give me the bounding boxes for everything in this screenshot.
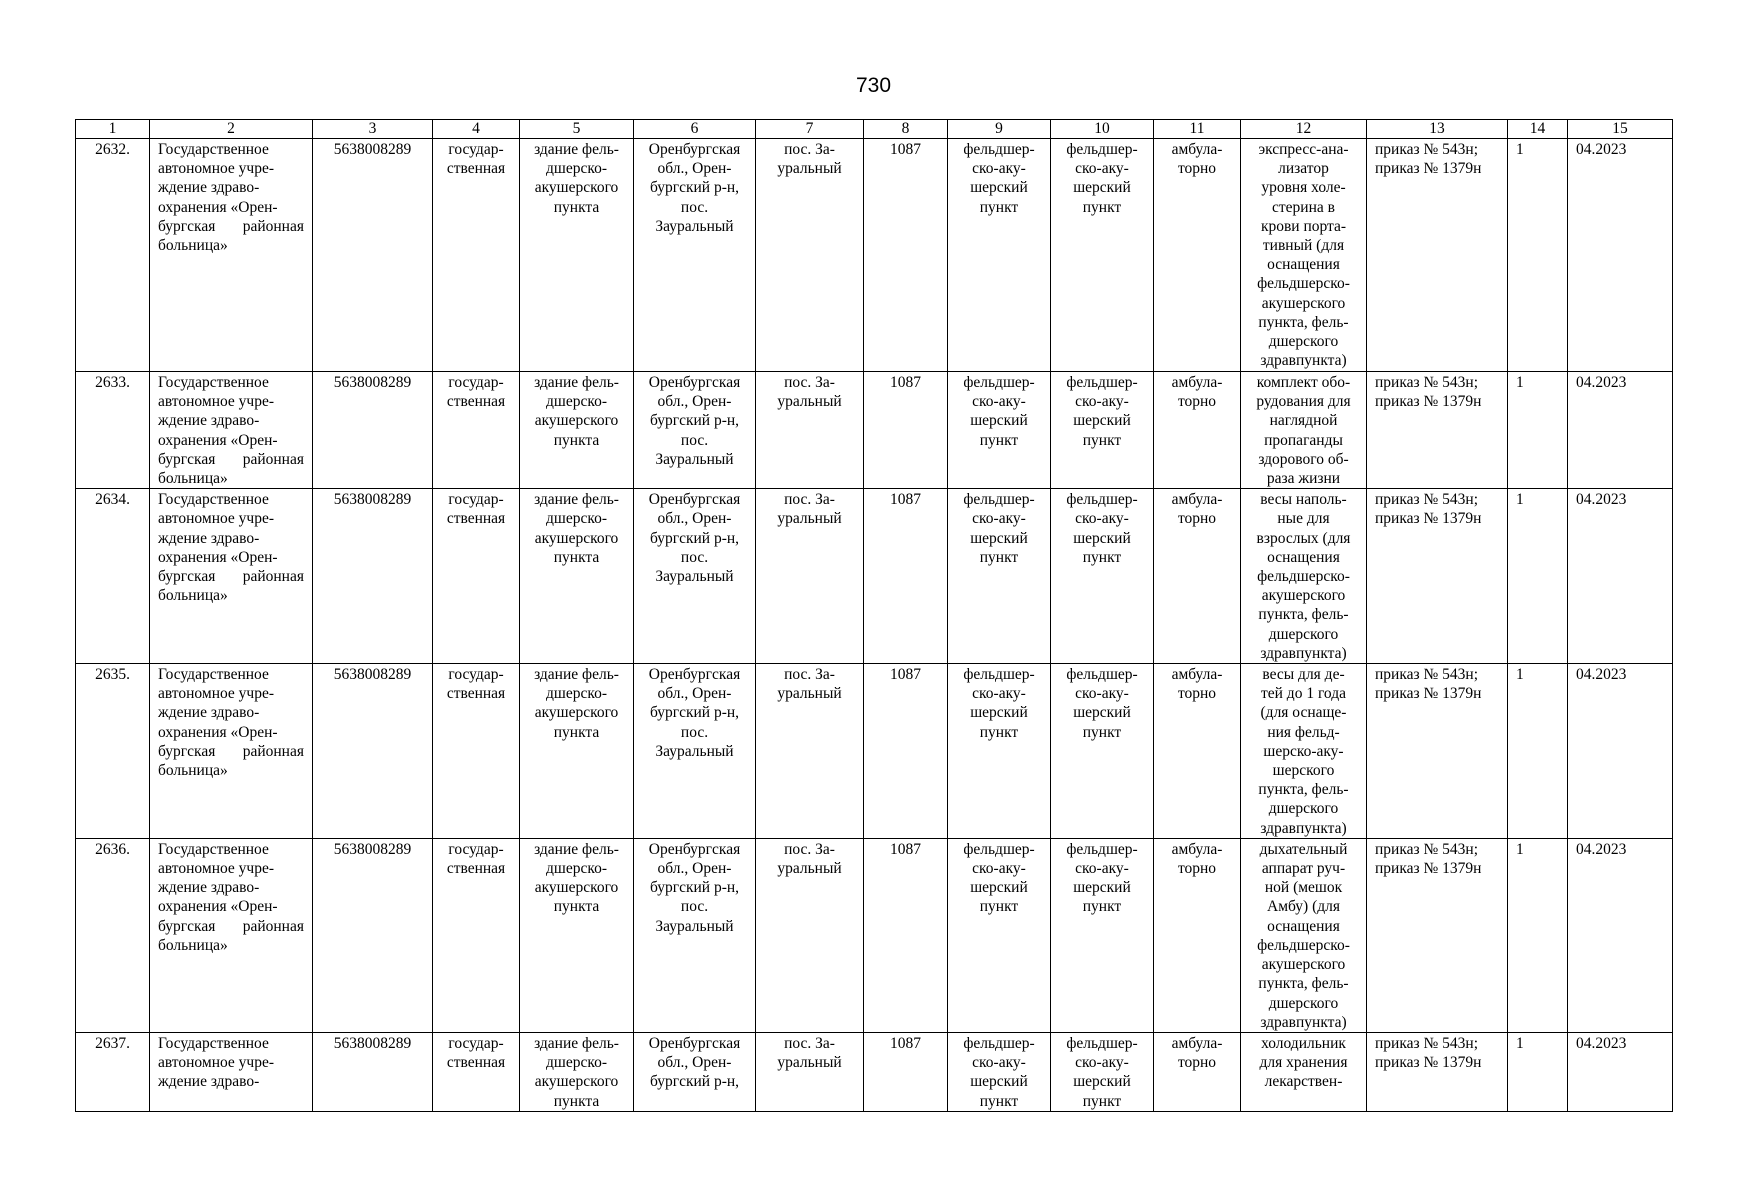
code: 1087 xyxy=(864,838,948,1032)
order-reference: приказ № 543н; приказ № 1379н xyxy=(1367,139,1508,372)
subunit: фельдшер- ско-аку- шерский пункт xyxy=(1051,139,1154,372)
column-header: 14 xyxy=(1508,120,1568,139)
column-header: 3 xyxy=(313,120,433,139)
locality: пос. За- уральный xyxy=(756,1032,864,1111)
ownership-type: государ- ственная xyxy=(433,372,520,489)
ownership-type: государ- ственная xyxy=(433,664,520,839)
column-header: 8 xyxy=(864,120,948,139)
code: 1087 xyxy=(864,139,948,372)
care-type: амбула- торно xyxy=(1154,489,1241,664)
building-type: здание фель- дшерско- акушерского пункта xyxy=(520,664,634,839)
equipment: весы наполь- ные для взрослых (для оснащения фельдшерско- акушерского пункта, фель- дшерского здравпункта) xyxy=(1241,489,1367,664)
date: 04.2023 xyxy=(1568,838,1673,1032)
subunit: фельдшер- ско-аку- шерский пункт xyxy=(1051,664,1154,839)
date: 04.2023 xyxy=(1568,489,1673,664)
equipment: дыхательный аппарат руч- ной (мешок Амбу) (для оснащения фельдшерско- акушерского пункта, фель- дшерского здравпункта) xyxy=(1241,838,1367,1032)
care-type: амбула- торно xyxy=(1154,1032,1241,1111)
inn-code: 5638008289 xyxy=(313,489,433,664)
address: Оренбургская обл., Орен- бургский р-н, пос. Зауральный xyxy=(634,372,756,489)
building-type: здание фель- дшерско- акушерского пункта xyxy=(520,1032,634,1111)
subunit: фельдшер- ско-аку- шерский пункт xyxy=(1051,372,1154,489)
ownership-type: государ- ственная xyxy=(433,1032,520,1111)
date: 04.2023 xyxy=(1568,372,1673,489)
registry-table xyxy=(75,119,1673,1112)
column-header: 10 xyxy=(1051,120,1154,139)
header-row xyxy=(76,120,1673,139)
column-header: 7 xyxy=(756,120,864,139)
inn-code: 5638008289 xyxy=(313,1032,433,1111)
locality: пос. За- уральный xyxy=(756,139,864,372)
row-number: 2635. xyxy=(76,664,150,839)
table-row xyxy=(76,489,1673,664)
building-type: здание фель- дшерско- акушерского пункта xyxy=(520,139,634,372)
table-row xyxy=(76,838,1673,1032)
equipment: холодильник для хранения лекарствен- xyxy=(1241,1032,1367,1111)
equipment: экспресс-ана- лизатор уровня холе- стерина в крови порта- тивный (для оснащения фельдшерско- акушерского пункта, фель- дшерского здравпункта) xyxy=(1241,139,1367,372)
building-type: здание фель- дшерско- акушерского пункта xyxy=(520,838,634,1032)
unit: фельдшер- ско-аку- шерский пункт xyxy=(948,372,1051,489)
care-type: амбула- торно xyxy=(1154,139,1241,372)
row-number: 2634. xyxy=(76,489,150,664)
column-header: 9 xyxy=(948,120,1051,139)
building-type: здание фель- дшерско- акушерского пункта xyxy=(520,372,634,489)
row-number: 2632. xyxy=(76,139,150,372)
care-type: амбула- торно xyxy=(1154,372,1241,489)
code: 1087 xyxy=(864,1032,948,1111)
column-header: 5 xyxy=(520,120,634,139)
organization-name: Государственное автономное учре- ждение здраво- охранения «Орен- бургская районная больница» xyxy=(150,838,313,1032)
address: Оренбургская обл., Орен- бургский р-н, пос. Зауральный xyxy=(634,489,756,664)
subunit: фельдшер- ско-аку- шерский пункт xyxy=(1051,838,1154,1032)
page-number: 730 xyxy=(855,74,892,97)
code: 1087 xyxy=(864,664,948,839)
ownership-type: государ- ственная xyxy=(433,489,520,664)
quantity: 1 xyxy=(1508,489,1568,664)
inn-code: 5638008289 xyxy=(313,838,433,1032)
table-row xyxy=(76,1032,1673,1111)
organization-name: Государственное автономное учре- ждение здраво- охранения «Орен- бургская районная больница» xyxy=(150,139,313,372)
organization-name: Государственное автономное учре- ждение здраво- охранения «Орен- бургская районная больница» xyxy=(150,372,313,489)
address: Оренбургская обл., Орен- бургский р-н, пос. Зауральный xyxy=(634,664,756,839)
unit: фельдшер- ско-аку- шерский пункт xyxy=(948,838,1051,1032)
equipment: весы для де- тей до 1 года (для оснаще- ния фельд- шерско-аку- шерского пункта, фель- дшерского здравпункта) xyxy=(1241,664,1367,839)
unit: фельдшер- ско-аку- шерский пункт xyxy=(948,489,1051,664)
locality: пос. За- уральный xyxy=(756,372,864,489)
table-row xyxy=(76,664,1673,839)
quantity: 1 xyxy=(1508,664,1568,839)
quantity: 1 xyxy=(1508,372,1568,489)
subunit: фельдшер- ско-аку- шерский пункт xyxy=(1051,1032,1154,1111)
locality: пос. За- уральный xyxy=(756,838,864,1032)
quantity: 1 xyxy=(1508,139,1568,372)
ownership-type: государ- ственная xyxy=(433,139,520,372)
inn-code: 5638008289 xyxy=(313,139,433,372)
date: 04.2023 xyxy=(1568,139,1673,372)
order-reference: приказ № 543н; приказ № 1379н xyxy=(1367,372,1508,489)
inn-code: 5638008289 xyxy=(313,372,433,489)
organization-name: Государственное автономное учре- ждение здраво- охранения «Орен- бургская районная больница» xyxy=(150,664,313,839)
unit: фельдшер- ско-аку- шерский пункт xyxy=(948,1032,1051,1111)
table-row xyxy=(76,139,1673,372)
row-number: 2633. xyxy=(76,372,150,489)
order-reference: приказ № 543н; приказ № 1379н xyxy=(1367,1032,1508,1111)
address: Оренбургская обл., Орен- бургский р-н, xyxy=(634,1032,756,1111)
care-type: амбула- торно xyxy=(1154,838,1241,1032)
row-number: 2637. xyxy=(76,1032,150,1111)
equipment: комплект обо- рудования для наглядной пропаганды здорового об- раза жизни xyxy=(1241,372,1367,489)
table-row xyxy=(76,372,1673,489)
column-header: 12 xyxy=(1241,120,1367,139)
column-header: 6 xyxy=(634,120,756,139)
subunit: фельдшер- ско-аку- шерский пункт xyxy=(1051,489,1154,664)
column-header: 2 xyxy=(150,120,313,139)
order-reference: приказ № 543н; приказ № 1379н xyxy=(1367,489,1508,664)
date: 04.2023 xyxy=(1568,664,1673,839)
organization-name: Государственное автономное учре- ждение здраво- xyxy=(150,1032,313,1111)
unit: фельдшер- ско-аку- шерский пункт xyxy=(948,664,1051,839)
building-type: здание фель- дшерско- акушерского пункта xyxy=(520,489,634,664)
order-reference: приказ № 543н; приказ № 1379н xyxy=(1367,838,1508,1032)
column-header: 4 xyxy=(433,120,520,139)
quantity: 1 xyxy=(1508,838,1568,1032)
code: 1087 xyxy=(864,489,948,664)
care-type: амбула- торно xyxy=(1154,664,1241,839)
unit: фельдшер- ско-аку- шерский пункт xyxy=(948,139,1051,372)
ownership-type: государ- ственная xyxy=(433,838,520,1032)
organization-name: Государственное автономное учре- ждение здраво- охранения «Орен- бургская районная больница» xyxy=(150,489,313,664)
locality: пос. За- уральный xyxy=(756,664,864,839)
address: Оренбургская обл., Орен- бургский р-н, пос. Зауральный xyxy=(634,838,756,1032)
column-header: 15 xyxy=(1568,120,1673,139)
address: Оренбургская обл., Орен- бургский р-н, пос. Зауральный xyxy=(634,139,756,372)
date: 04.2023 xyxy=(1568,1032,1673,1111)
order-reference: приказ № 543н; приказ № 1379н xyxy=(1367,664,1508,839)
column-header: 1 xyxy=(76,120,150,139)
quantity: 1 xyxy=(1508,1032,1568,1111)
inn-code: 5638008289 xyxy=(313,664,433,839)
row-number: 2636. xyxy=(76,838,150,1032)
locality: пос. За- уральный xyxy=(756,489,864,664)
column-header: 13 xyxy=(1367,120,1508,139)
column-header: 11 xyxy=(1154,120,1241,139)
code: 1087 xyxy=(864,372,948,489)
